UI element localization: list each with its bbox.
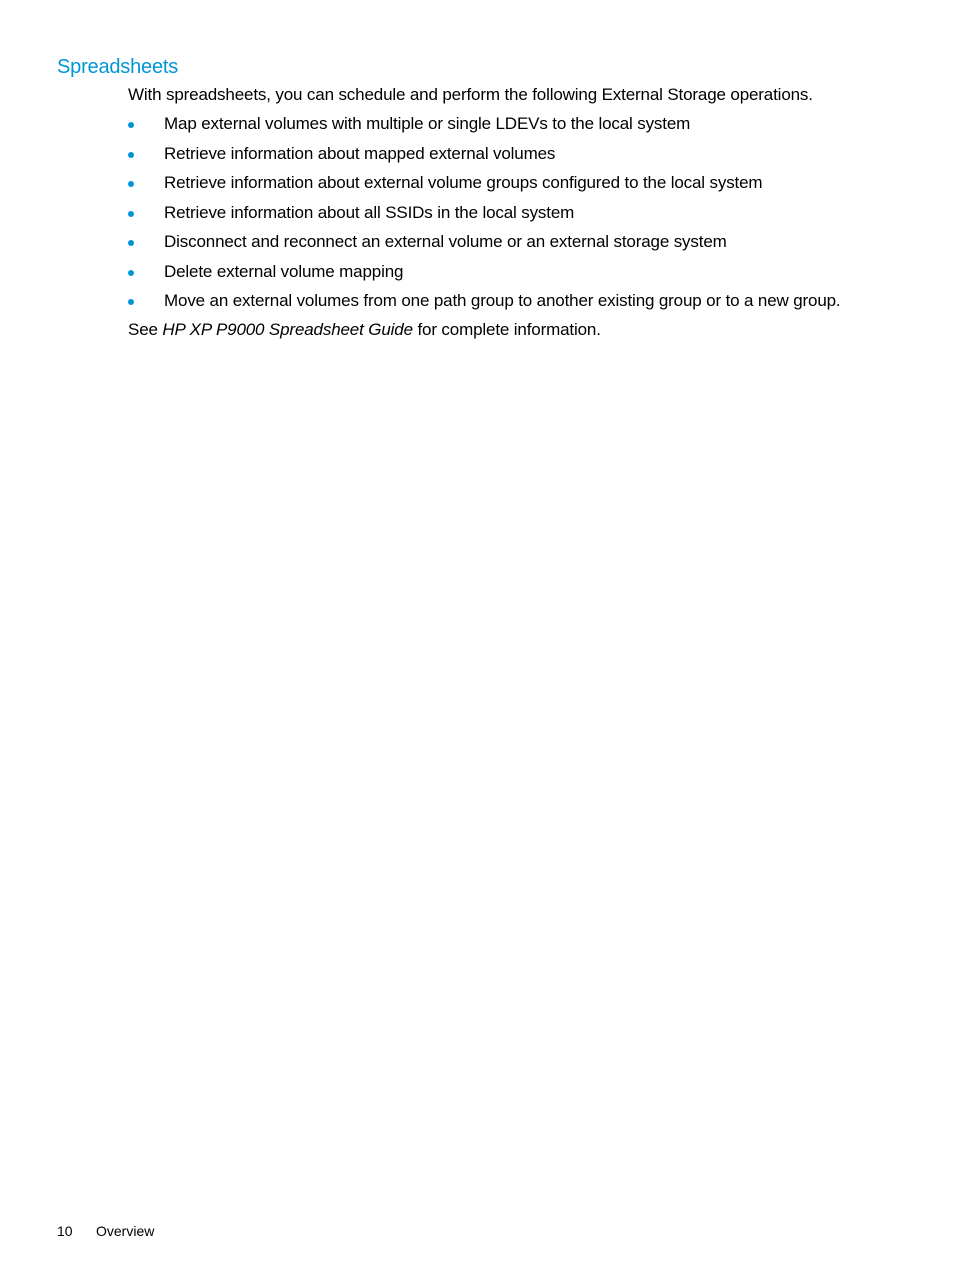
list-item <box>128 143 918 173</box>
bullet-icon <box>128 299 134 305</box>
list-item <box>128 261 918 291</box>
list-item-text: Disconnect and reconnect an external volume or an external storage system <box>164 232 727 251</box>
list-item-text: Delete external volume mapping <box>164 261 404 281</box>
list-item-text: Retrieve information about mapped external volumes <box>164 143 556 163</box>
bullet-icon <box>128 211 134 217</box>
bullet-icon <box>128 152 134 158</box>
see-also-prefix: See <box>128 320 163 339</box>
list-item-text: Retrieve information about external volume groups configured to the local system <box>164 173 763 192</box>
chapter-name: Overview <box>96 1223 155 1239</box>
bullet-icon <box>128 122 134 128</box>
list-item <box>128 231 918 261</box>
see-also-paragraph <box>128 319 601 341</box>
intro-paragraph: With spreadsheets, you can schedule and perform the following External Storage operations. <box>128 85 813 104</box>
bullet-icon <box>128 240 134 246</box>
operations-list <box>128 113 918 320</box>
see-also-suffix: for complete information. <box>412 320 601 339</box>
list-item <box>128 113 918 143</box>
list-item <box>128 290 918 320</box>
list-item-text: Retrieve information about all SSIDs in the local system <box>164 202 575 222</box>
bullet-icon <box>128 270 134 276</box>
page-footer <box>57 1222 154 1240</box>
list-item <box>128 202 918 232</box>
bullet-icon <box>128 181 134 187</box>
guide-title: HP XP P9000 Spreadsheet Guide <box>162 320 413 339</box>
list-item <box>128 172 918 202</box>
list-item-text: Map external volumes with multiple or single LDEVs to the local system <box>164 114 691 133</box>
section-heading: Spreadsheets <box>57 56 179 78</box>
page-number: 10 <box>57 1223 73 1239</box>
list-item-text: Move an external volumes from one path group to another existing group or to a new group. <box>164 291 841 310</box>
